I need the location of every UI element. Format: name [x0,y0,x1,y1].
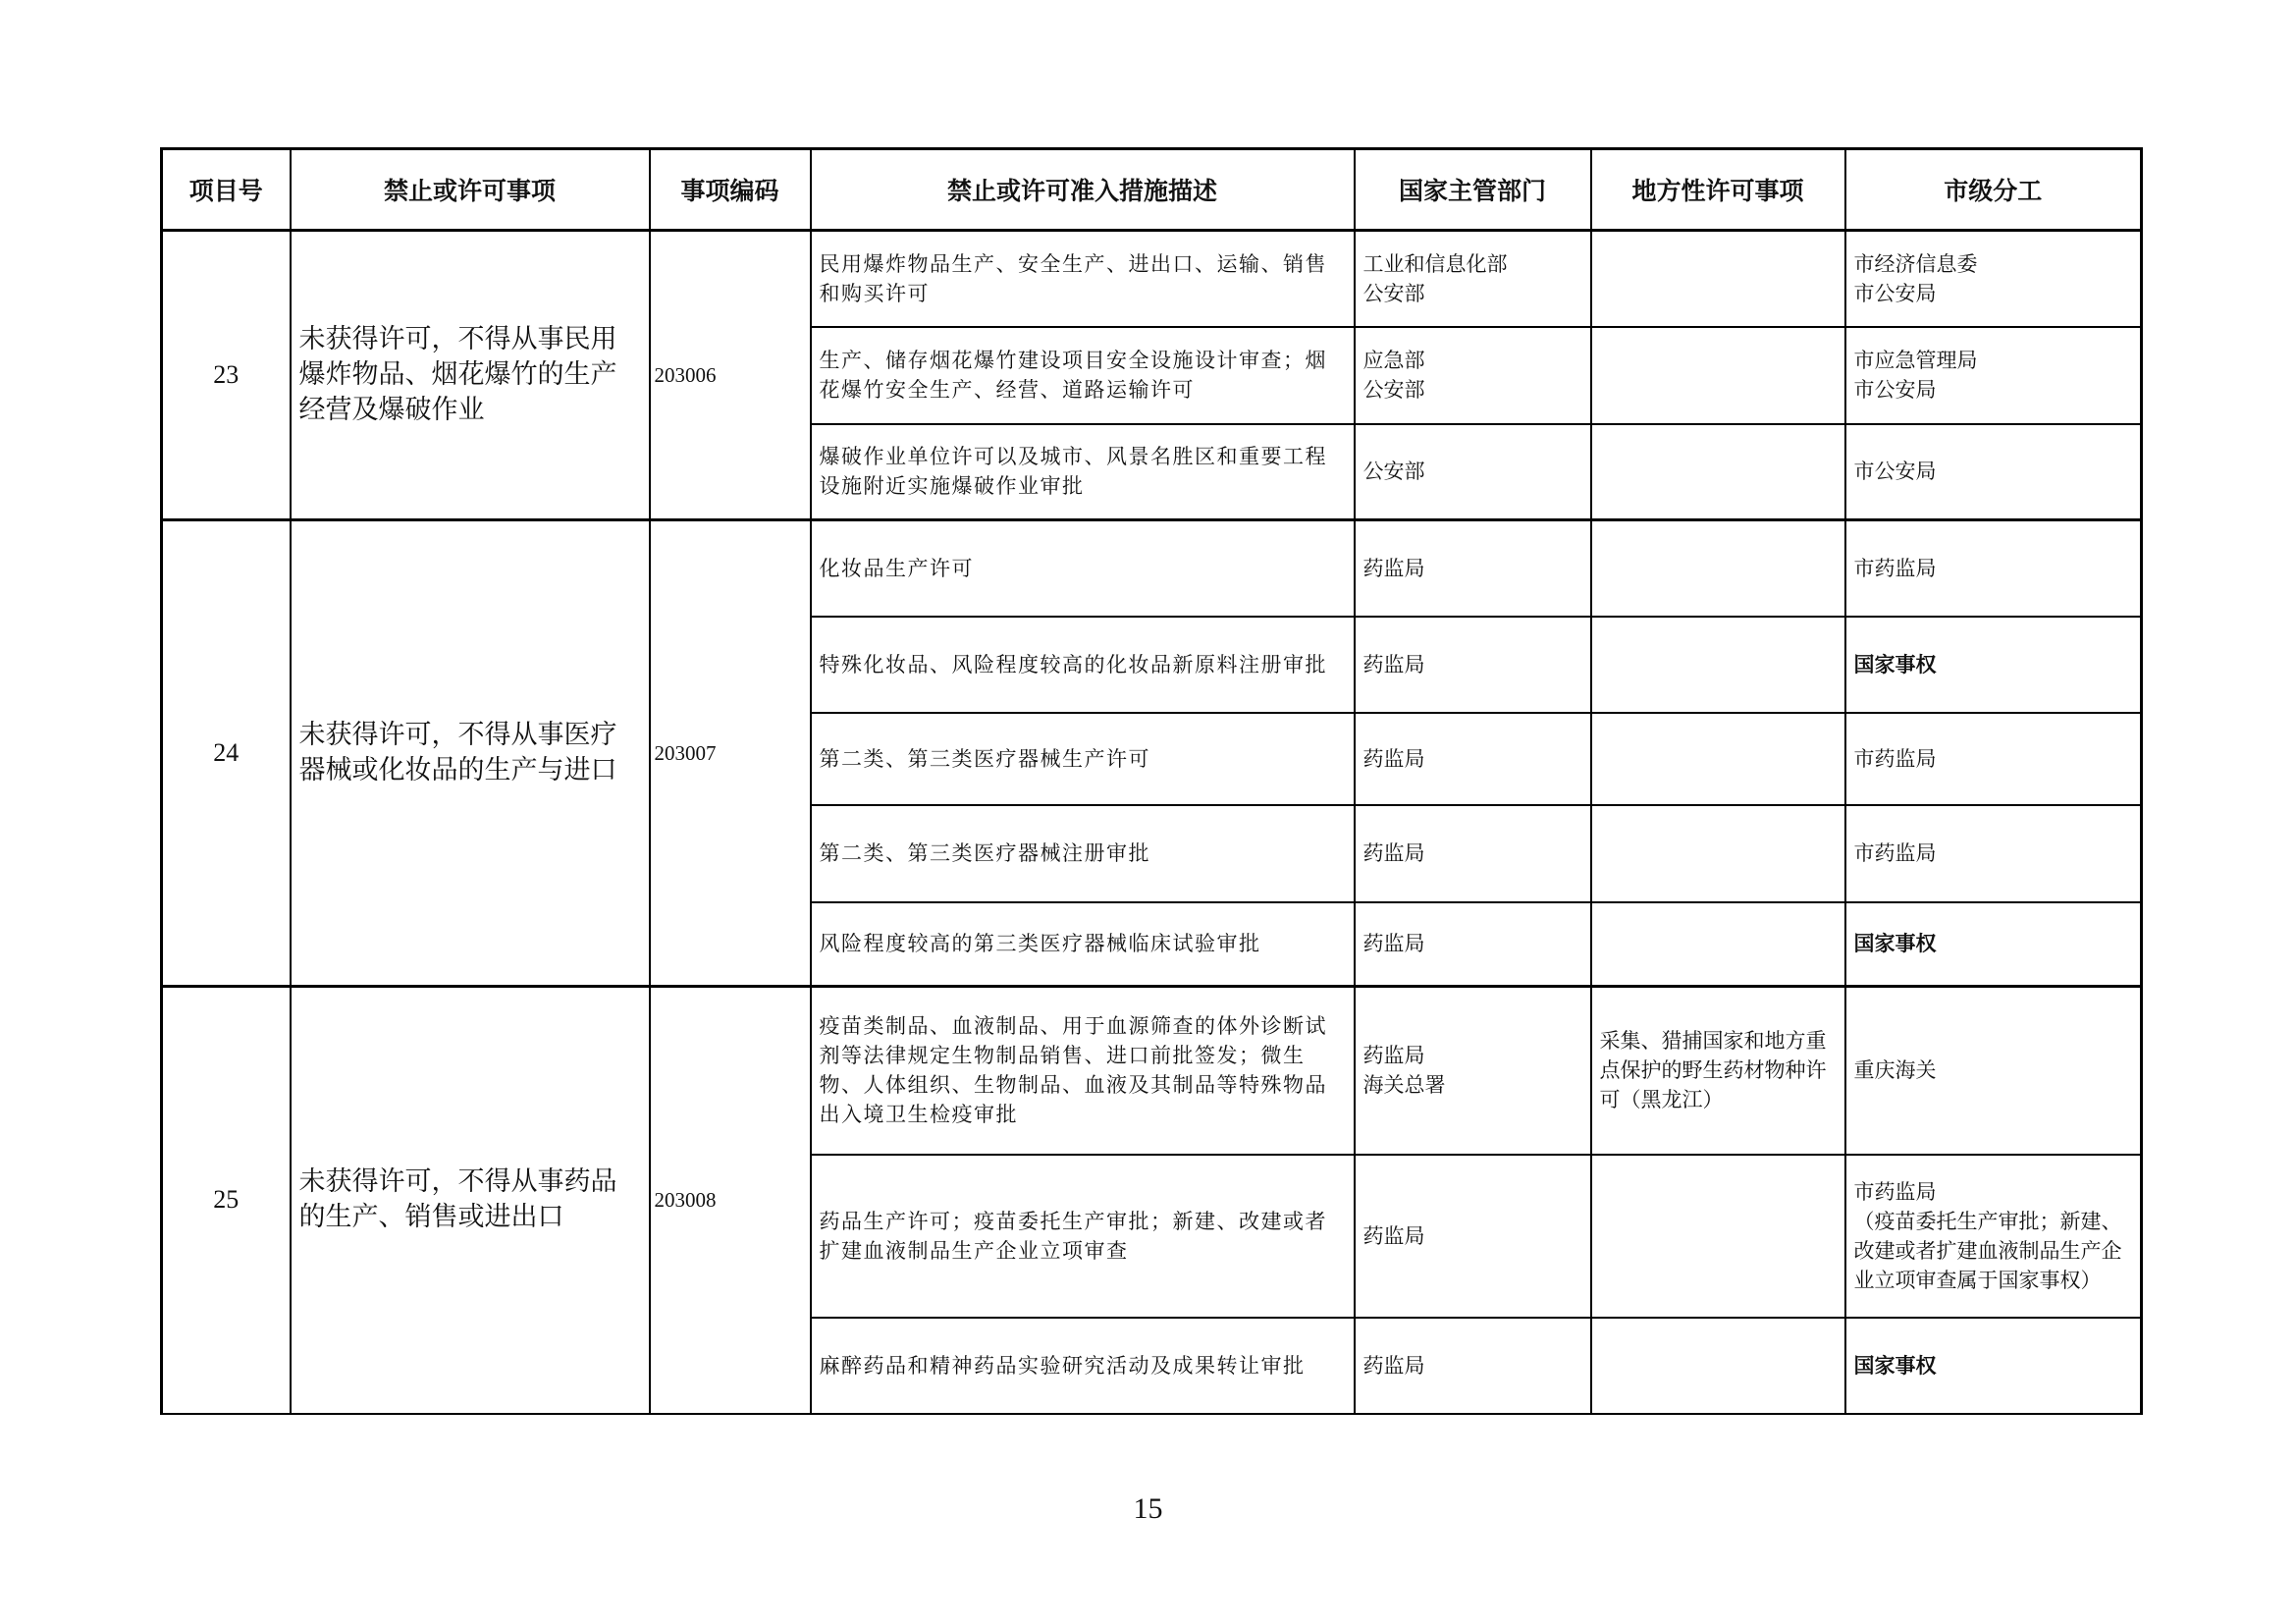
matter-cell: 未获得许可，不得从事医疗器械或化妆品的生产与进口 [291,520,650,987]
city-cell: 市公安局 [1845,424,2142,520]
table-row [162,231,2142,327]
dept-cell: 药监局 [1355,805,1591,902]
header-matter: 禁止或许可事项 [291,149,650,231]
city-cell: 国家事权 [1845,1318,2142,1414]
dept-cell: 药监局 [1355,713,1591,805]
local-cell [1591,520,1845,617]
dept-cell: 药监局 [1355,1155,1591,1318]
description-cell: 风险程度较高的第三类医疗器械临床试验审批 [811,902,1355,987]
table-row [162,520,2142,617]
item-number: 23 [162,231,291,520]
dept-cell: 药监局 [1355,902,1591,987]
matter-cell: 未获得许可，不得从事药品的生产、销售或进出口 [291,987,650,1414]
dept-cell: 药监局 [1355,520,1591,617]
code-cell: 203007 [650,520,811,987]
item-number: 25 [162,987,291,1414]
local-cell [1591,1155,1845,1318]
table-row [162,987,2142,1155]
description-cell: 民用爆炸物品生产、安全生产、进出口、运输、销售和购买许可 [811,231,1355,327]
description-cell: 生产、储存烟花爆竹建设项目安全设施设计审查；烟花爆竹安全生产、经营、道路运输许可 [811,327,1355,424]
local-cell [1591,805,1845,902]
city-cell: 国家事权 [1845,617,2142,713]
local-cell [1591,231,1845,327]
dept-cell: 药监局 [1355,617,1591,713]
local-cell: 采集、猎捕国家和地方重点保护的野生药材物种许可（黑龙江） [1591,987,1845,1155]
description-cell: 第二类、第三类医疗器械注册审批 [811,805,1355,902]
dept-cell: 工业和信息化部 公安部 [1355,231,1591,327]
regulation-table-container [160,147,2140,1415]
description-cell: 药品生产许可；疫苗委托生产审批；新建、改建或者扩建血液制品生产企业立项审查 [811,1155,1355,1318]
city-cell: 国家事权 [1845,902,2142,987]
local-cell [1591,617,1845,713]
city-cell: 市药监局 [1845,805,2142,902]
local-cell [1591,424,1845,520]
header-code: 事项编码 [650,149,811,231]
code-cell: 203008 [650,987,811,1414]
description-cell: 第二类、第三类医疗器械生产许可 [811,713,1355,805]
dept-cell: 应急部 公安部 [1355,327,1591,424]
local-cell [1591,713,1845,805]
page-number: 15 [1133,1492,1163,1525]
description-cell: 特殊化妆品、风险程度较高的化妆品新原料注册审批 [811,617,1355,713]
code-cell: 203006 [650,231,811,520]
city-cell: 市经济信息委 市公安局 [1845,231,2142,327]
item-number: 24 [162,520,291,987]
header-row [162,149,2142,231]
dept-cell: 公安部 [1355,424,1591,520]
description-cell: 麻醉药品和精神药品实验研究活动及成果转让审批 [811,1318,1355,1414]
dept-cell: 药监局 [1355,1318,1591,1414]
header-city-division: 市级分工 [1845,149,2142,231]
local-cell [1591,902,1845,987]
local-cell [1591,1318,1845,1414]
city-cell: 市应急管理局 市公安局 [1845,327,2142,424]
city-cell: 市药监局 [1845,713,2142,805]
description-cell: 化妆品生产许可 [811,520,1355,617]
regulation-table [160,147,2143,1415]
city-cell: 重庆海关 [1845,987,2142,1155]
header-national-dept: 国家主管部门 [1355,149,1591,231]
header-description: 禁止或许可准入措施描述 [811,149,1355,231]
header-local-permit: 地方性许可事项 [1591,149,1845,231]
description-cell: 爆破作业单位许可以及城市、风景名胜区和重要工程设施附近实施爆破作业审批 [811,424,1355,520]
local-cell [1591,327,1845,424]
city-cell: 市药监局 [1845,520,2142,617]
description-cell: 疫苗类制品、血液制品、用于血源筛查的体外诊断试剂等法律规定生物制品销售、进口前批签发；微生物、人体组织、生物制品、血液及其制品等特殊物品出入境卫生检疫审批 [811,987,1355,1155]
header-item-number: 项目号 [162,149,291,231]
city-cell: 市药监局 （疫苗委托生产审批；新建、改建或者扩建血液制品生产企业立项审查属于国家事权） [1845,1155,2142,1318]
matter-cell: 未获得许可，不得从事民用爆炸物品、烟花爆竹的生产经营及爆破作业 [291,231,650,520]
dept-cell: 药监局 海关总署 [1355,987,1591,1155]
